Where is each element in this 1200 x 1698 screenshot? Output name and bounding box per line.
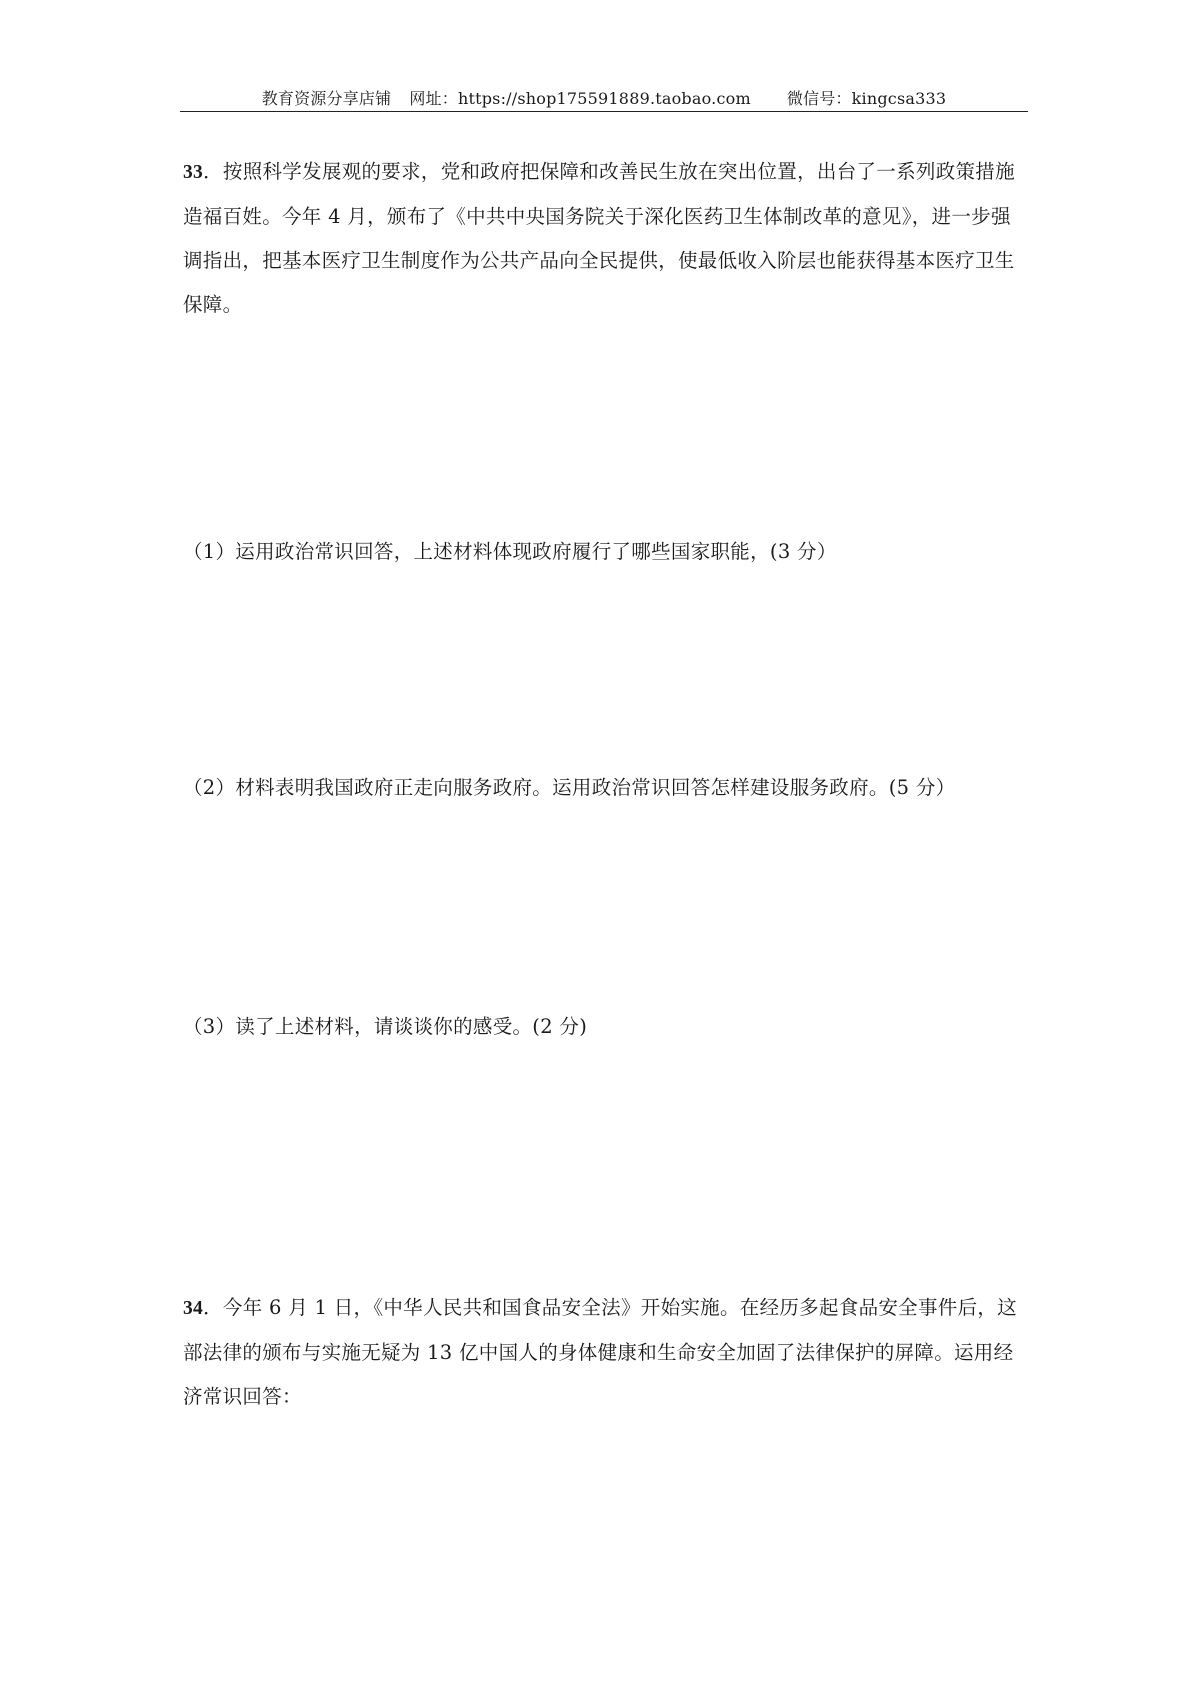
question-33-sub-2: （2）材料表明我国政府正走向服务政府。运用政治常识回答怎样建设服务政府。(5 分） (183, 776, 956, 799)
question-34-stem (183, 1286, 1028, 1419)
header-url[interactable]: https://shop175591889.taobao.com (457, 89, 751, 108)
header-wechat-label: 微信号： (786, 89, 852, 108)
question-33-sub-3: （3）读了上述材料，请谈谈你的感受。(2 分) (183, 1015, 588, 1038)
header-wechat-id: kingcsa333 (851, 89, 947, 108)
header-url-label: 网址： (409, 89, 458, 108)
question-33-stem (183, 150, 1028, 327)
page-header (180, 86, 1028, 109)
header-divider (180, 111, 1028, 112)
question-33-sub-1: （1）运用政治常识回答，上述材料体现政府履行了哪些国家职能，(3 分） (183, 540, 837, 563)
header-shop-name: 教育资源分享店铺 (261, 89, 392, 108)
question-33-text: ．按照科学发展观的要求，党和政府把保障和改善民生放在突出位置，出台了一系列政策措施造福百姓。今年 4 月，颁布了《中共中央国务院关于深化医药卫生体制改革的意见》，进一步强调指出，把基本医疗卫生制度作为公共产品向全民提供，使最低收入阶层也能获得基本医疗卫生保障。 (183, 160, 1015, 316)
question-34-text: ．今年 6 月 1 日，《中华人民共和国食品安全法》开始实施。在经历多起食品安全事件后，这部法律的颁布与实施无疑为 13 亿中国人的身体健康和生命安全加固了法律保护的屏障。运用经济常识回答： (183, 1296, 1017, 1408)
question-33-number: 33 (183, 162, 204, 183)
question-34-number: 34 (183, 1298, 204, 1319)
